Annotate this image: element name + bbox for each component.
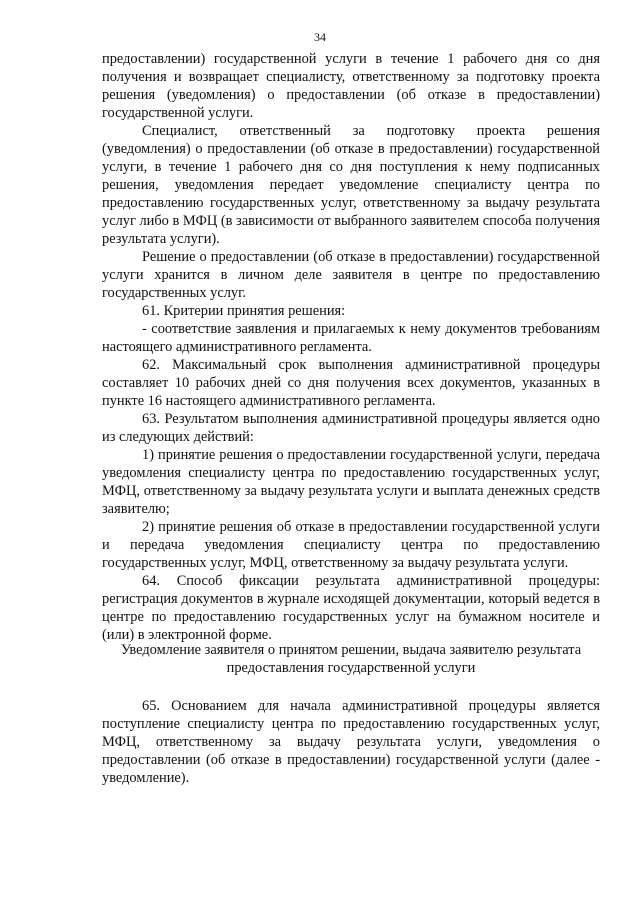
page-number: 34 — [314, 30, 326, 44]
paragraph-61-criteria: 61. Критерии принятия решения: — [142, 303, 346, 319]
paragraph-63: 63. Результатом выполнения административной процедуры является одно из следующих действий: — [102, 411, 600, 445]
paragraph-specialist: Специалист, ответственный за подготовку проекта решения (уведомления) о предоставлении (об отказе в предоставлении) государственной услуги, в течение 1 рабочего дня со дня поступления к нему подписанных решения, уведомления передает уведомление специалисту центра по предоставлению государственных услуг, ответственному за выдачу результата услуг либо в МФЦ (в зависимости от выбранного заявителем способа получения результата услуги). — [102, 123, 600, 247]
paragraph-63-item-2: 2) принятие решения об отказе в предоставлении государственной услуги и передача уведомления специалисту центра по предоставлению государственных услуг, МФЦ, ответственному за выдачу результата услуги. — [102, 519, 600, 571]
section-body — [102, 697, 600, 787]
paragraph-62: 62. Максимальный срок выполнения административной процедуры составляет 10 рабочих дней со дня получения всех документов, указанных в пункте 16 настоящего административного регламента. — [102, 357, 600, 409]
paragraph-61-item: - соответствие заявления и прилагаемых к нему документов требованиям настоящего административного регламента. — [102, 321, 600, 355]
paragraph-64: 64. Способ фиксации результата административной процедуры: регистрация документов в журнале исходящей документации, который ведется в центре по предоставлению государственных услуг на бумажном носителе и (или) в электронной форме. — [102, 573, 600, 643]
paragraph-65: 65. Основанием для начала административной процедуры является поступление специалисту центра по предоставлению государственных услуг, МФЦ, ответственному за выдачу результата услуги, уведомления о предоставлении (об отказе в предоставлении) государственной услуги (далее - уведомление). — [102, 698, 600, 786]
document-body — [102, 50, 600, 644]
paragraph-continuation: предоставлении) государственной услуги в течение 1 рабочего дня со дня получения и возвращает специалисту, ответственному за подготовку проекта решения (уведомления) о предоставлении (об отказе в предоставлении) государственной услуги. — [102, 51, 600, 121]
paragraph-decision-storage: Решение о предоставлении (об отказе в предоставлении) государственной услуги хранится в личном деле заявителя в центре по предоставлению государственных услуг. — [102, 249, 600, 301]
paragraph-63-item-1: 1) принятие решения о предоставлении государственной услуги, передача уведомления специалисту центра по предоставлению государственных услуг, МФЦ, ответственному за выдачу результата услуги и выплата денежных средств заявителю; — [102, 447, 600, 517]
section-heading: Уведомление заявителя о принятом решении, выдача заявителю результата предоставления государственной услуги — [120, 642, 582, 676]
